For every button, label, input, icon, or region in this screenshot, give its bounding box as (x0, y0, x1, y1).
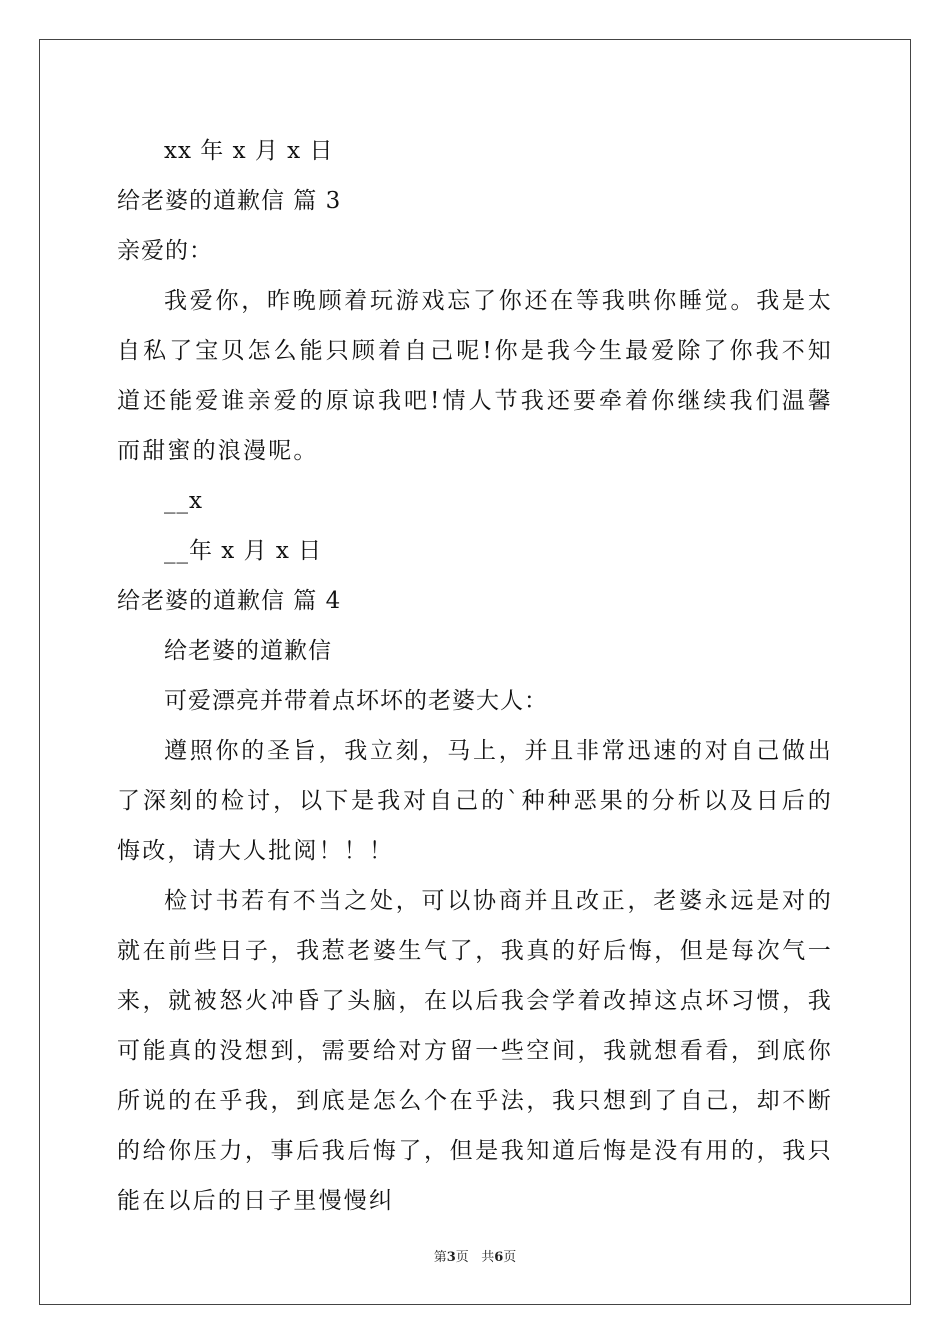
letter-4-title: 给老婆的道歉信 (164, 638, 332, 664)
signature-date: __年 x 月 x 日 (164, 538, 323, 564)
salutation-4: 可爱漂亮并带着点坏坏的老婆大人： (164, 688, 548, 714)
salutation-3: 亲爱的： (117, 238, 213, 264)
footer-total-prefix: 共 (481, 1250, 495, 1265)
section-heading-3: 给老婆的道歉信 篇 3 (117, 188, 342, 214)
signature: __x (164, 488, 203, 514)
letter-4-paragraph-1: 遵照你的圣旨，我立刻，马上，并且非常迅速的对自己做出了深刻的检讨，以下是我对自己的`种种恶果的分析以及日后的悔改，请大人批阅！！！ (117, 738, 833, 864)
page-footer (0, 1246, 950, 1265)
footer-prefix: 第 (433, 1250, 447, 1265)
footer-current-page: 3 (446, 1250, 456, 1265)
letter-4-paragraph-2: 检讨书若有不当之处，可以协商并且改正，老婆永远是对的 就在前些日子，我惹老婆生气了，我真的好后悔，但是每次气一来，就被怒火冲昏了头脑，在以后我会学着改掉这点坏习惯，我可能真的没想到，需要给对方留一些空间，我就想看看，到底你所说的在乎我，到底是怎么个在乎法，我只想到了自己，却不断的给你压力，事后我后悔了，但是我知道后悔是没有用的，我只能在以后的日子里慢慢纠 (117, 888, 833, 1214)
date-line: xx 年 x 月 x 日 (164, 138, 334, 164)
letter-3-body: 我爱你，昨晚顾着玩游戏忘了你还在等我哄你睡觉。我是太自私了宝贝怎么能只顾着自己呢!你是我今生最爱除了你我不知道还能爱谁亲爱的原谅我吧!情人节我还要牵着你继续我们温馨而甜蜜的浪漫呢。 (117, 288, 833, 464)
footer-total-pages: 6 (494, 1250, 504, 1265)
document-body (117, 126, 833, 1226)
footer-page-word: 页 (455, 1250, 469, 1265)
section-heading-4: 给老婆的道歉信 篇 4 (117, 588, 342, 614)
footer-total-suffix: 页 (503, 1250, 517, 1265)
